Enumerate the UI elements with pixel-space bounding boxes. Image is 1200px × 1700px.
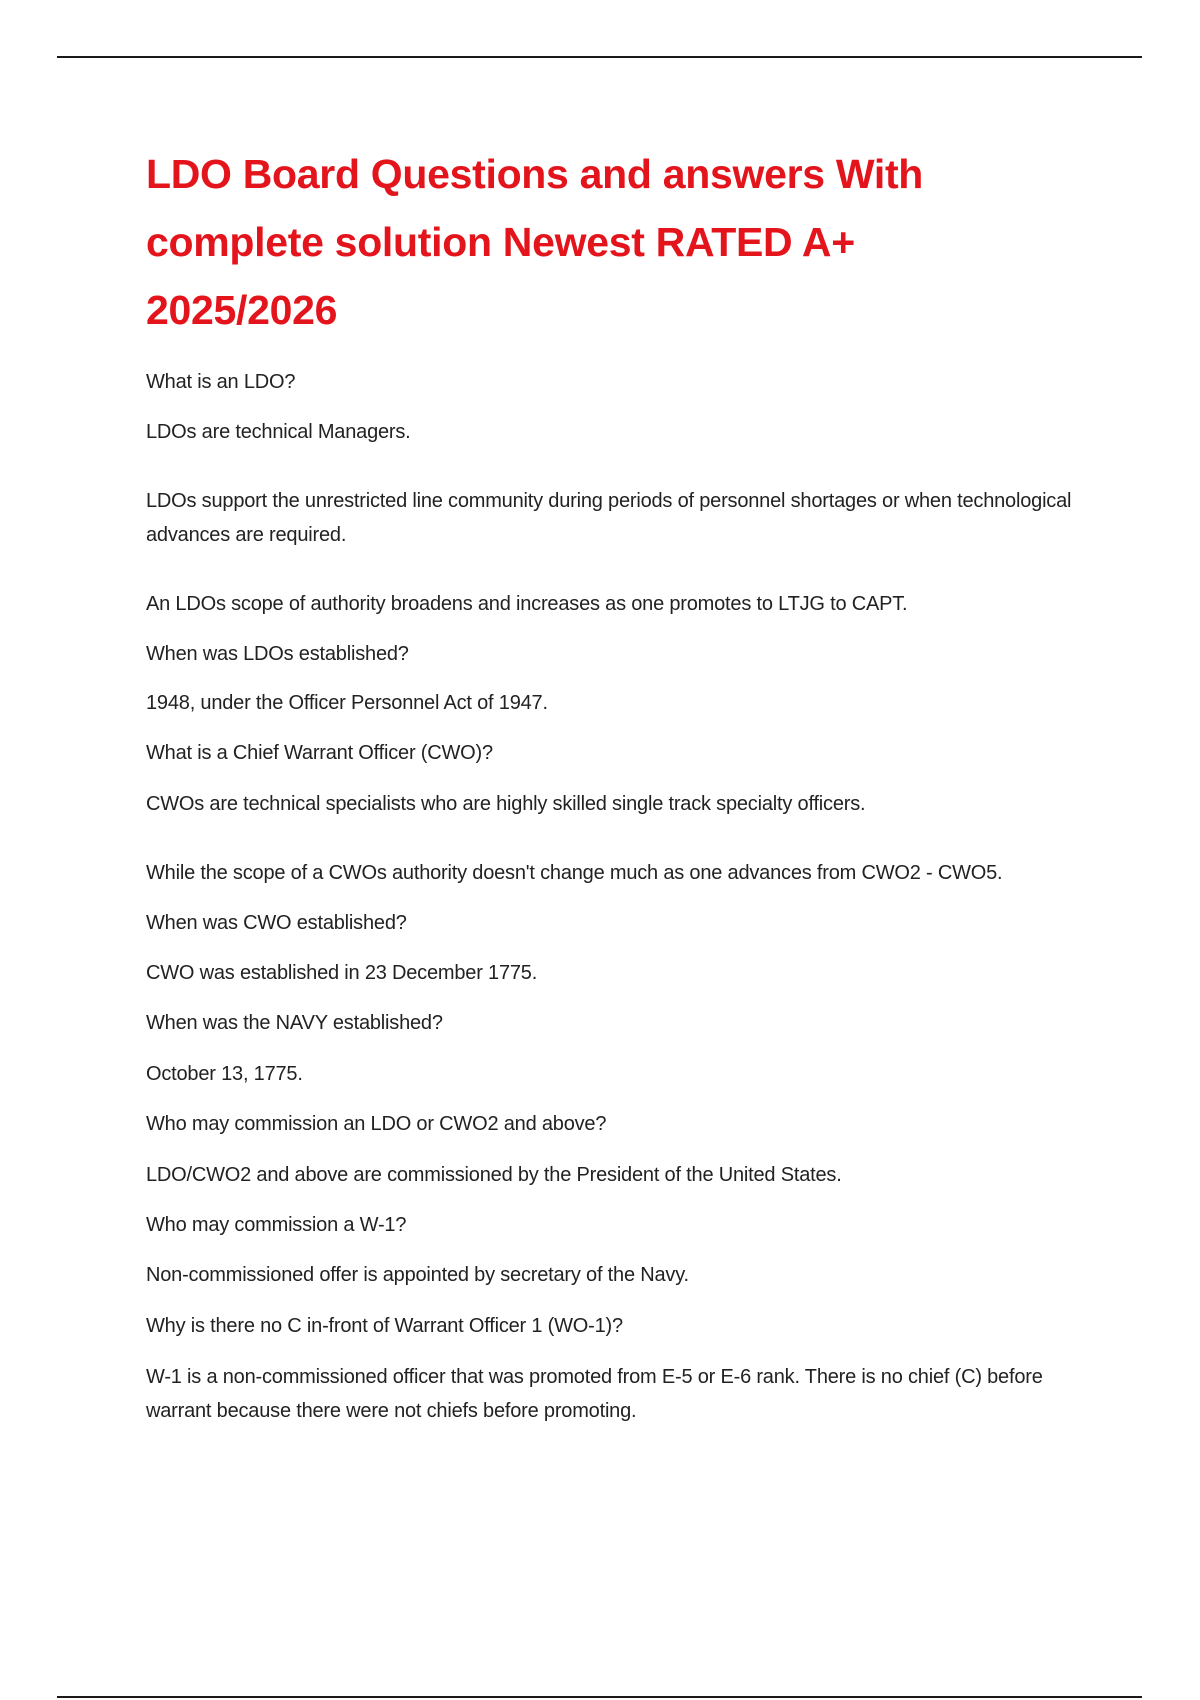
answer-who-commissions-ldo: LDO/CWO2 and above are commissioned by the President of the United States. [146,1164,842,1186]
question-cwo-established: When was CWO established? [146,912,407,934]
question-who-commissions-w1: Who may commission a W-1? [146,1214,407,1236]
answer-ldo-support: LDOs support the unrestricted line community during periods of personnel shortages or when technological advances are required. [146,490,1072,546]
answer-ldo-managers: LDOs are technical Managers. [146,421,411,443]
answer-no-c-wo1: W-1 is a non-commissioned officer that was promoted from E-5 or E-6 rank. There is no chief (C) before warrant because there were not chiefs before promoting. [146,1366,1043,1422]
question-what-is-ldo: What is an LDO? [146,371,296,393]
answer-cwo-established: CWO was established in 23 December 1775. [146,962,538,984]
question-what-is-cwo: What is a Chief Warrant Officer (CWO)? [146,742,493,764]
answer-ldo-scope: An LDOs scope of authority broadens and increases as one promotes to LTJG to CAPT. [146,593,908,615]
answer-cwo-specialists: CWOs are technical specialists who are highly skilled single track specialty officers. [146,793,866,815]
answer-ldo-established: 1948, under the Officer Personnel Act of 1947. [146,692,548,714]
footer-rule [57,1696,1142,1698]
question-navy-established: When was the NAVY established? [146,1012,443,1034]
question-no-c-wo1: Why is there no C in-front of Warrant Officer 1 (WO-1)? [146,1315,623,1337]
header-rule [57,56,1142,58]
document-title: LDO Board Questions and answers With complete solution Newest RATED A+ 2025/2026 [146,151,924,333]
answer-who-commissions-w1: Non-commissioned offer is appointed by secretary of the Navy. [146,1264,689,1286]
answer-cwo-scope: While the scope of a CWOs authority doesn't change much as one advances from CWO2 - CWO5. [146,862,1003,884]
question-who-commissions-ldo: Who may commission an LDO or CWO2 and above? [146,1113,607,1135]
answer-navy-established: October 13, 1775. [146,1063,303,1085]
question-ldo-established: When was LDOs established? [146,643,409,665]
